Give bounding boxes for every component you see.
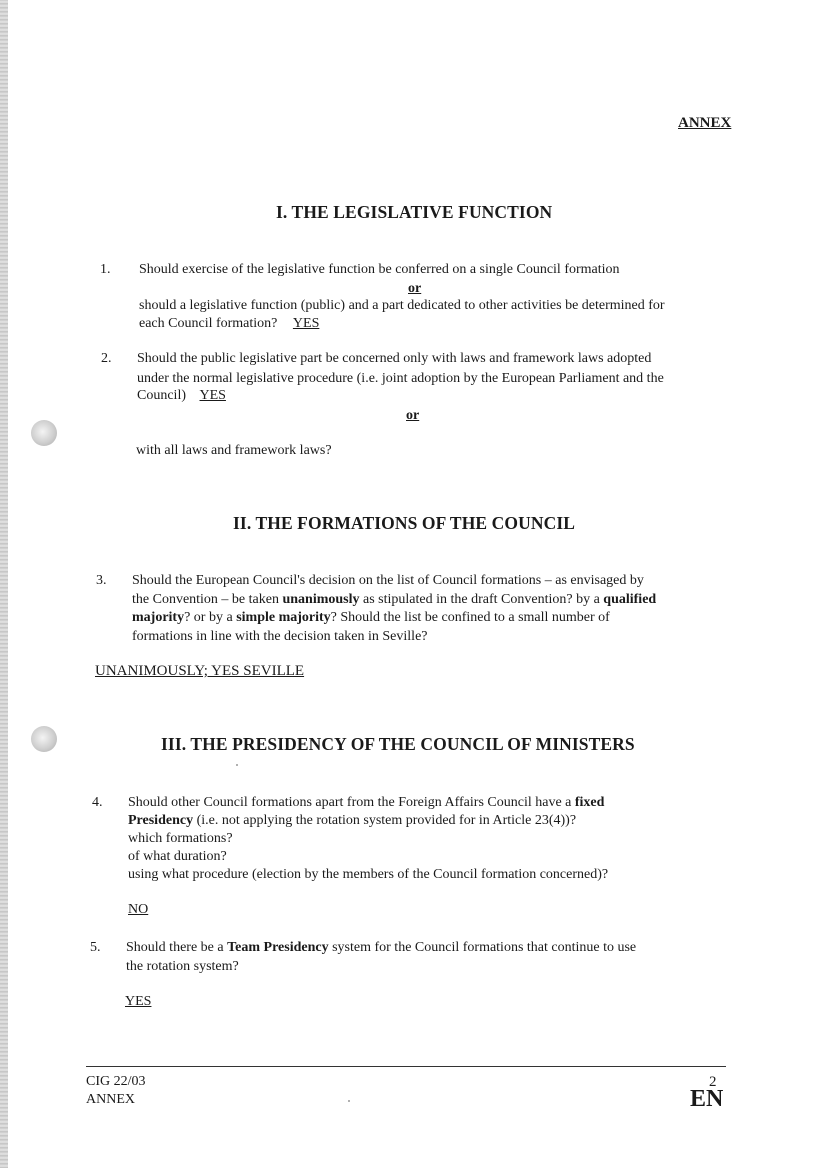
question-number: 3. xyxy=(96,573,107,588)
emphasis: unanimously xyxy=(282,592,360,607)
text-run: Should other Council formations apart from the Foreign Affairs Council have a xyxy=(128,795,575,810)
scan-edge xyxy=(0,0,8,1168)
question-text: under the normal legislative procedure (i.e. joint adoption by the European Parliament and the xyxy=(137,371,664,386)
question-text xyxy=(139,315,319,333)
question-text-end: Council) xyxy=(137,388,186,403)
question-text: of what duration? xyxy=(128,849,227,864)
emphasis: majority xyxy=(132,610,185,625)
question-number: 5. xyxy=(90,940,101,955)
section-title-formations: II. THE FORMATIONS OF THE COUNCIL xyxy=(233,513,576,533)
question-text: using what procedure (election by the members of the Council formation concerned)? xyxy=(128,867,609,882)
question-text xyxy=(132,609,610,627)
answer: NO xyxy=(128,902,149,917)
emphasis: fixed xyxy=(574,795,605,810)
emphasis: Presidency xyxy=(128,813,194,828)
footer-annex: ANNEX xyxy=(86,1092,135,1107)
question-text: Should the public legislative part be concerned only with laws and framework laws adopted xyxy=(137,351,652,366)
question-text xyxy=(132,591,656,609)
question-text xyxy=(128,794,604,812)
answer: YES xyxy=(199,388,226,403)
answer: YES xyxy=(292,316,320,331)
or-separator: or xyxy=(406,408,420,423)
question-text-end: each Council formation? xyxy=(139,316,278,331)
question-number: 4. xyxy=(92,795,103,810)
emphasis: qualified xyxy=(603,592,657,607)
question-number: 1. xyxy=(100,262,111,277)
text-run: the Convention – be taken xyxy=(132,592,283,607)
punch-hole xyxy=(31,420,57,446)
answer: YES xyxy=(125,994,152,1009)
question-text xyxy=(137,387,226,405)
text-run: Should there be a xyxy=(126,940,228,955)
scan-speck xyxy=(348,1100,350,1102)
question-text: the rotation system? xyxy=(126,959,239,974)
question-text: should a legislative function (public) and a part dedicated to other activities be determined for xyxy=(139,298,665,313)
emphasis: Team Presidency xyxy=(227,940,329,955)
text-run: system for the Council formations that continue to use xyxy=(328,940,637,955)
question-text xyxy=(128,812,576,830)
text-run: ? or by a xyxy=(184,610,237,625)
text-run: (i.e. not applying the rotation system provided for in Article 23(4))? xyxy=(193,813,577,828)
question-text: Should the European Council's decision on the list of Council formations – as envisaged by xyxy=(132,573,644,588)
question-text: formations in line with the decision taken in Seville? xyxy=(132,629,428,644)
answer: UNANIMOUSLY; YES SEVILLE xyxy=(95,663,305,679)
annex-heading: ANNEX xyxy=(678,115,732,131)
question-text: which formations? xyxy=(128,831,233,846)
or-separator: or xyxy=(408,281,422,296)
page-number: 2 xyxy=(709,1074,717,1090)
text-run: as stipulated in the draft Convention? by a xyxy=(359,592,604,607)
footer-doc-ref: CIG 22/03 xyxy=(86,1074,146,1089)
question-number: 2. xyxy=(101,351,112,366)
question-text: with all laws and framework laws? xyxy=(136,443,332,458)
question-text xyxy=(126,939,636,957)
section-title-legislative-function: I. THE LEGISLATIVE FUNCTION xyxy=(276,202,553,222)
emphasis: simple majority xyxy=(236,610,331,625)
language-code: EN xyxy=(690,1086,724,1112)
text-run: ? Should the list be confined to a small number of xyxy=(330,610,610,625)
question-text: Should exercise of the legislative function be conferred on a single Council formation xyxy=(139,262,620,277)
scan-speck xyxy=(236,764,238,766)
section-title-presidency: III. THE PRESIDENCY OF THE COUNCIL OF MINISTERS xyxy=(161,734,635,754)
footer-rule xyxy=(86,1066,726,1067)
punch-hole xyxy=(31,726,57,752)
